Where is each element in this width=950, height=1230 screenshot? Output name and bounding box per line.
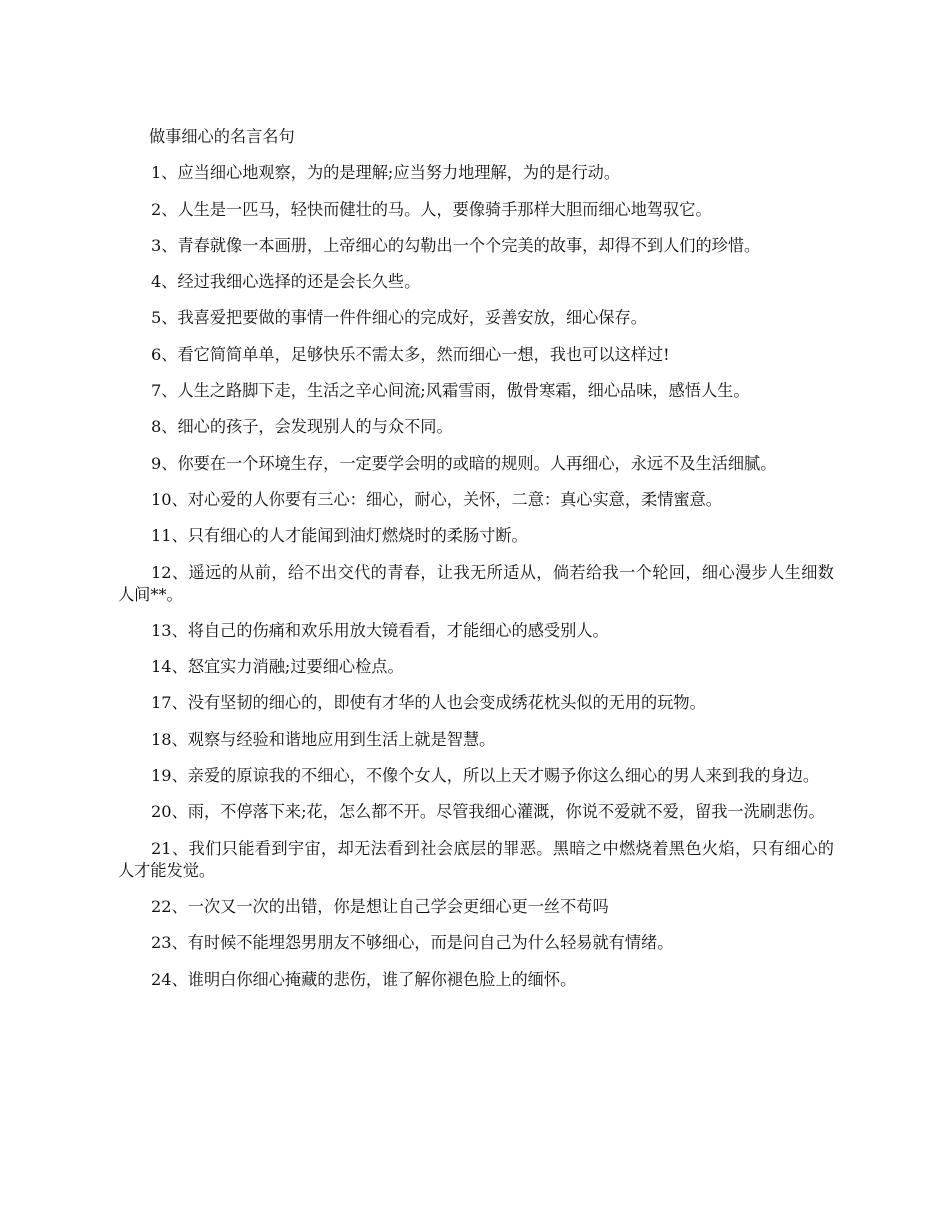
quote-item: 9、你要在一个环境生存，一定要学会明的或暗的规则。人再细心，永远不及生活细腻。 — [151, 453, 777, 473]
quote-item: 21、我们只能看到宇宙，却无法看到社会底层的罪恶。黑暗之中燃烧着黑色火焰，只有细心的人才能发觉。 — [118, 838, 834, 880]
quote-item: 23、有时候不能埋怨男朋友不够细心，而是问自己为什么轻易就有情绪。 — [151, 933, 674, 953]
document-title: 做事细心的名言名句 — [149, 127, 295, 146]
quote-item: 13、将自己的伤痛和欢乐用放大镜看看，才能细心的感受别人。 — [151, 620, 609, 640]
quote-item: 12、遥远的从前，给不出交代的青春，让我无所适从，倘若给我一个轮回，细心漫步人生细数人间**。 — [118, 562, 834, 604]
quote-item: 10、对心爱的人你要有三心：细心，耐心，关怀，二意：真心实意，柔情蜜意。 — [151, 489, 722, 509]
quote-item: 5、我喜爱把要做的事情一件件细心的完成好，妥善安放，细心保存。 — [151, 308, 647, 328]
quote-item: 19、亲爱的原谅我的不细心，不像个女人，所以上天才赐予你这么细心的男人来到我的身边。 — [151, 766, 820, 786]
quote-item: 1、应当细心地观察，为的是理解;应当努力地理解，为的是行动。 — [151, 163, 621, 183]
quote-item: 14、怒宜实力消融;过要细心检点。 — [151, 657, 404, 677]
quote-item: 7、人生之路脚下走，生活之辛心间流;风霜雪雨，傲骨寒霜，细心品味，感悟人生。 — [151, 381, 750, 401]
quote-list — [118, 162, 834, 990]
quote-item: 18、观察与经验和谐地应用到生活上就是智慧。 — [151, 729, 496, 749]
quote-item: 3、青春就像一本画册，上帝细心的勾勒出一个个完美的故事，却得不到人们的珍惜。 — [151, 235, 761, 255]
quote-item: 4、经过我细心选择的还是会长久些。 — [151, 272, 421, 292]
quote-item: 6、看它简简单单，足够快乐不需太多，然而细心一想，我也可以这样过! — [151, 344, 670, 364]
quote-item: 22、一次又一次的出错，你是想让自己学会更细心更一丝不苟吗 — [151, 896, 609, 916]
quote-item: 17、没有坚韧的细心的，即使有才华的人也会变成绣花枕头似的无用的玩物。 — [151, 693, 706, 713]
quote-item: 24、谁明白你细心掩藏的悲伤，谁了解你褪色脸上的缅怀。 — [151, 969, 577, 989]
quote-item: 8、细心的孩子，会发现别人的与众不同。 — [151, 417, 453, 437]
quote-item: 11、只有细心的人才能闻到油灯燃烧时的柔肠寸断。 — [151, 526, 528, 546]
quote-item: 2、人生是一匹马，轻快而健壮的马。人，要像骑手那样大胆而细心地驾驭它。 — [151, 199, 712, 219]
document-body — [118, 126, 834, 991]
quote-item: 20、雨，不停落下来;花，怎么都不开。尽管我细心灌溉，你说不爱就不爱，留我一洗刷悲伤。 — [151, 802, 825, 822]
